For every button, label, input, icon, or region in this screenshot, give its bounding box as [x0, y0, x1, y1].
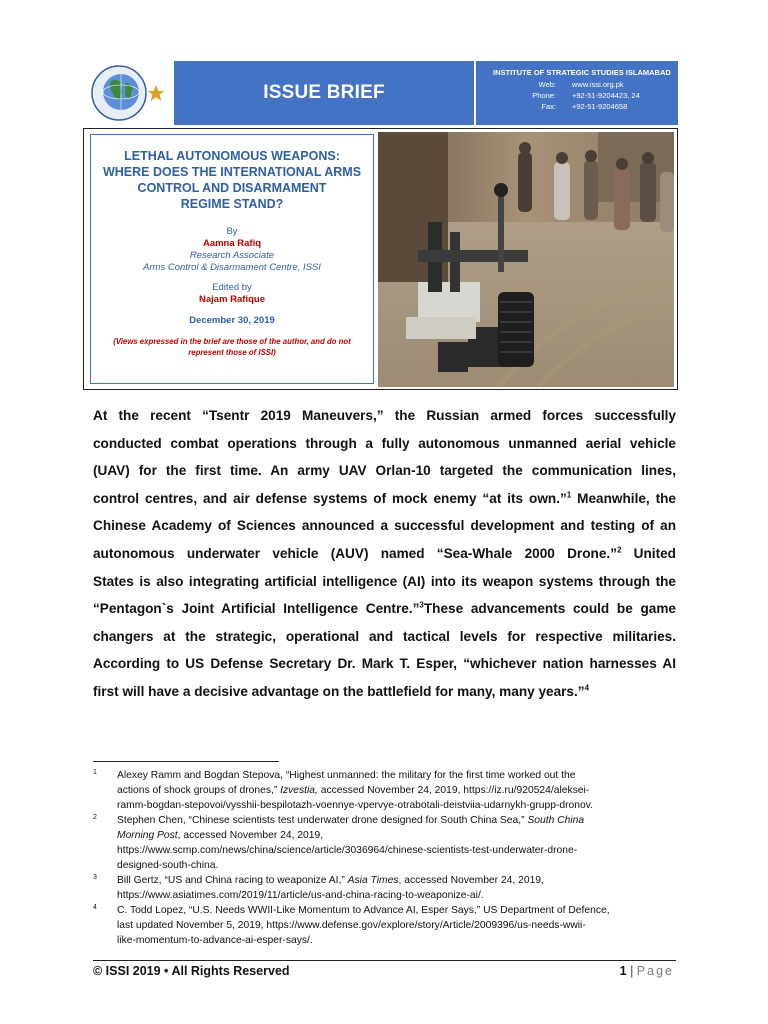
- body-line: Chinese Academy of Sciences announced a successful development and testing of an: [93, 518, 676, 534]
- body-line-text: first will have a decisive advantage on the battlefield for many, many years.”: [93, 683, 585, 699]
- footer-rule: [93, 960, 676, 961]
- phone-value: +92-51-9204423, 24: [572, 91, 640, 100]
- brief-title: [91, 148, 373, 212]
- footnote-segment: actions of shock groups of drones,”: [117, 785, 281, 796]
- footnote-ref-2[interactable]: 2: [616, 545, 622, 555]
- body-line: conducted combat operations through a fully autonomous unmanned aerial vehicle: [93, 435, 676, 451]
- footnote-line[interactable]: https://www.scmp.com/news/china/science/article/3036964/chinese-scientists-test-underwater-drone-: [117, 845, 578, 856]
- footnote-separator: [93, 761, 279, 762]
- issue-brief-title: ISSUE BRIEF: [263, 82, 385, 103]
- footnote-text: [117, 813, 683, 873]
- body-line-text: These advancements could be game: [423, 601, 676, 617]
- editor-name: Najam Rafique: [199, 294, 265, 305]
- web-label: Web:: [538, 80, 556, 89]
- footnote-line: [117, 873, 683, 888]
- brief-title-line: CONTROL AND DISARMAMENT: [137, 181, 327, 195]
- fax-value: +92-51-9204658: [572, 102, 628, 111]
- footnote-segment: , accessed November 24, 2019,: [398, 875, 544, 886]
- page-number: [620, 964, 674, 978]
- issi-logo: [83, 61, 169, 125]
- phone-label: Phone:: [532, 91, 556, 100]
- footnote-source: South China: [527, 815, 585, 826]
- footnote-ref-3[interactable]: 3: [419, 600, 424, 610]
- footnote-line: Alexey Ramm and Bogdan Stepova, “Highest unmanned: the military for the first time worked out the: [117, 770, 576, 781]
- footnote-line: [117, 828, 683, 843]
- institute-contact-block: [476, 61, 678, 125]
- body-line: [93, 485, 676, 513]
- footnote-segment: accessed November 24, 2019, https://iz.ru/920524/aleksei-: [317, 785, 590, 796]
- by-label: By: [226, 226, 238, 237]
- footnote-number: 3: [93, 874, 97, 881]
- body-line: changers at the strategic, operational and tactical levels for respective militaries.: [93, 628, 676, 644]
- footnote-line: [117, 783, 683, 798]
- footnote-line[interactable]: https://www.asiatimes.com/2019/11/article/us-and-china-racing-to-weaponize-ai/.: [117, 890, 484, 901]
- footnote-line[interactable]: designed-south-china.: [117, 860, 219, 871]
- body-line: [93, 678, 676, 706]
- body-line-text: Meanwhile, the: [571, 490, 676, 506]
- footnote-ref-4[interactable]: 4: [584, 683, 590, 693]
- footnote-number: 2: [93, 814, 97, 821]
- footnote-source: Morning Post: [117, 830, 178, 841]
- copyright: © ISSI 2019 • All Rights Reserved: [93, 964, 290, 978]
- author-centre: Arms Control & Disarmament Centre, ISSI: [143, 262, 321, 273]
- body-line-text: United: [621, 545, 676, 561]
- body-line-text: control centres, and air defense systems of mock enemy “at its own.”: [93, 490, 567, 506]
- footnote-line[interactable]: like-momentum-to-advance-ai-esper-says/.: [117, 935, 313, 946]
- footnote-segment: , accessed November 24, 2019,: [177, 830, 324, 841]
- footnote-number: 4: [93, 904, 97, 911]
- footnote-source: Izvestia,: [280, 785, 318, 796]
- publication-date: December 30, 2019: [189, 315, 275, 326]
- footnote-ref-1[interactable]: 1: [566, 490, 572, 500]
- body-line: States is also integrating artificial intelligence (AI) into its weapon systems through the: [93, 573, 676, 589]
- footnote-segment: Stephen Chen, “Chinese scientists test underwater drone designed for South China Sea,”: [117, 815, 528, 826]
- institute-name: INSTITUTE OF STRATEGIC STUDIES ISLAMABAD: [493, 68, 671, 77]
- footnote-source: Asia Times: [347, 875, 399, 886]
- brief-title-line: REGIME STAND?: [180, 197, 284, 211]
- web-value[interactable]: www.issi.org.pk: [572, 80, 624, 89]
- author-role: Research Associate: [189, 250, 275, 261]
- body-line: [93, 540, 676, 568]
- body-paragraph: [93, 402, 676, 706]
- brief-title-line: WHERE DOES THE INTERNATIONAL ARMS: [102, 165, 362, 179]
- footnote-number: 1: [93, 769, 97, 776]
- brief-title-line: LETHAL AUTONOMOUS WEAPONS:: [124, 149, 340, 163]
- footnote-line[interactable]: ramm-bogdan-stepovoi/vysshii-bespilotazh-voennye-vpervye-otrabotali-deistviia-udarnykh-grupp-dronov.: [117, 800, 593, 811]
- footnote-line: C. Todd Lopez, “U.S. Needs WWII-Like Momentum to Advance AI, Esper Says,” US Department of Defence,: [117, 905, 610, 916]
- author-name: Aamna Rafiq: [202, 238, 262, 249]
- page-separator: |: [630, 964, 634, 978]
- body-line: [93, 595, 676, 623]
- body-line: At the recent “Tsentr 2019 Maneuvers,” the Russian armed forces successfully: [93, 408, 676, 423]
- edited-by-label: Edited by: [212, 282, 252, 293]
- footnote-text: [117, 903, 683, 948]
- body-line-text: “Pentagon`s Joint Artificial Intelligence Centre.”: [93, 601, 420, 617]
- footnote-line[interactable]: last updated November 5, 2019, https://www.defense.gov/explore/story/Article/2009396/us-needs-wwii-: [117, 920, 586, 931]
- brief-title-panel: [90, 134, 374, 384]
- footnote-line: [117, 813, 683, 828]
- page-number-value: 1: [619, 964, 627, 978]
- robot-photo: [378, 132, 674, 387]
- issue-brief-banner: [174, 61, 474, 125]
- body-line-text: autonomous underwater vehicle (AUV) named “Sea-Whale 2000 Drone.”: [93, 545, 617, 561]
- body-line: According to US Defense Secretary Dr. Mark T. Esper, “whichever nation harnesses AI: [93, 656, 676, 672]
- fax-label: Fax:: [541, 102, 556, 111]
- footnote-text: [117, 873, 683, 903]
- footnote-text: [117, 768, 683, 813]
- body-line: (UAV) for the first time. An army UAV Orlan-10 targeted the communication lines,: [93, 463, 676, 479]
- disclaimer: (Views expressed in the brief are those of the author, and do not represent those of ISSI): [113, 337, 351, 357]
- page-word: Page: [636, 964, 674, 978]
- footnote-segment: Bill Gertz, “US and China racing to weaponize AI,”: [117, 875, 348, 886]
